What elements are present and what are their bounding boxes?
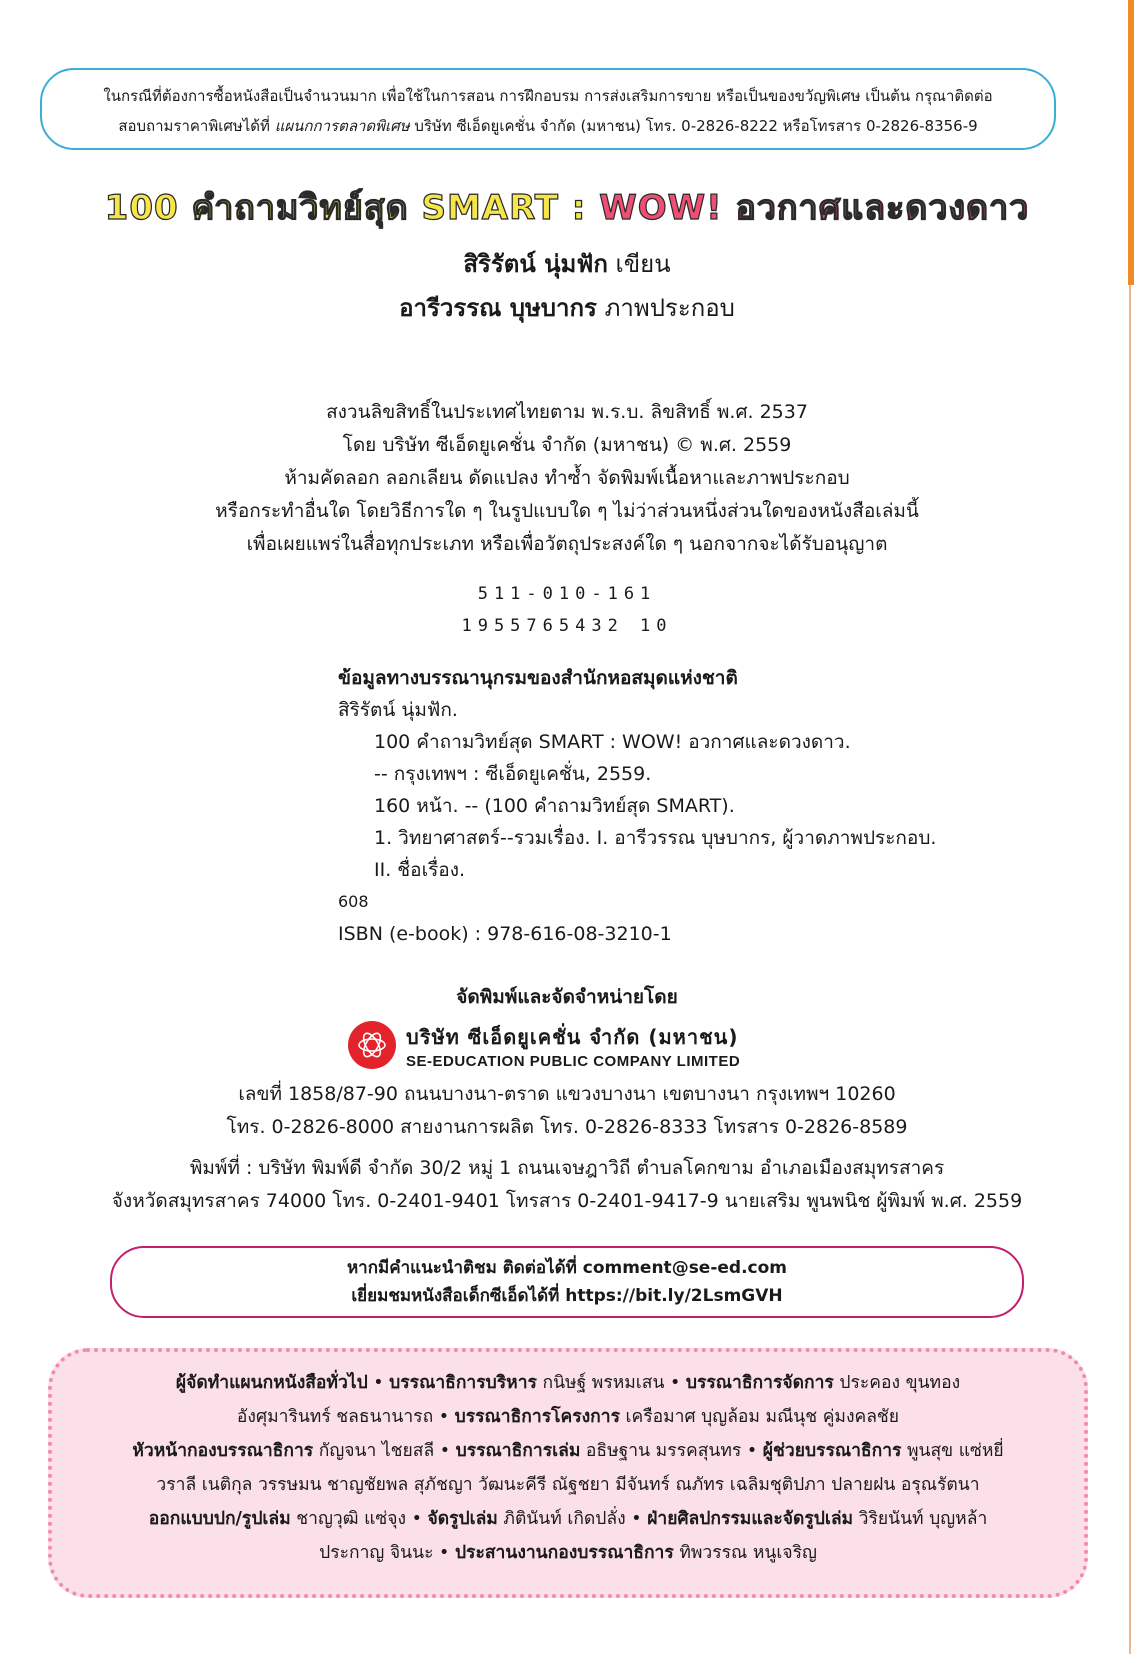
product-code: 511-010-161 xyxy=(477,584,657,604)
copyright-line: ห้ามคัดลอก ลอกเลียน ดัดแปลง ทำซ้ำ จัดพิมพ์เนื้อหาและภาพประกอบ xyxy=(284,467,850,489)
feedback-email-line: หากมีคำแนะนำติชม ติดต่อได้ที่ comment@se-ed.com xyxy=(346,1258,788,1278)
printer-info xyxy=(0,1152,1134,1218)
book-title-series: 100 คำถามวิทย์สุด SMART : xyxy=(104,188,600,228)
editorial-staff-box xyxy=(48,1348,1088,1598)
author-name: สิริรัตน์ นุ่มฟัก xyxy=(463,250,608,278)
copyright-line: หรือกระทำอื่นใด โดยวิธีการใด ๆ ในรูปแบบใด ๆ ไม่ว่าส่วนหนึ่งส่วนใดของหนังสือเล่มนี้ xyxy=(215,500,919,522)
illustrator-role: ภาพประกอบ xyxy=(596,294,735,322)
book-title-subtitle: WOW! อวกาศและดวงดาว xyxy=(599,188,1030,228)
notice-line-2: สอบถามราคาพิเศษได้ที่ แผนกการตลาดพิเศษ บริษัท ซีเอ็ดยูเคชั่น จำกัด (มหาชน) โทร. 0-2826-8222 หรือโทรสาร 0-2826-8356-9 xyxy=(118,117,978,135)
catalog-heading: ข้อมูลทางบรรณานุกรมของสำนักหอสมุดแห่งชาติ xyxy=(338,667,738,689)
special-marketing-dept: แผนกการตลาดพิเศษ xyxy=(274,117,410,135)
illustrator-credit xyxy=(0,288,1134,327)
staff-row: วราลี เนติกุล วรรษมน ชาญชัยพล สุภัชญา วัฒนะคีรี ณัฐชยา มีจันทร์ ณภัทร เฉลิมชุติปภา ปลายฝน อรุณรัตนา xyxy=(156,1475,980,1495)
author-role: เขียน xyxy=(607,250,671,278)
catalog-line: II. ชื่อเรื่อง. xyxy=(374,859,466,881)
website-link-line: เยี่ยมชมหนังสือเด็กซีเอ็ดได้ที่ https://bit.ly/2LsmGVH xyxy=(351,1286,783,1306)
page-edge-accent xyxy=(1128,0,1134,285)
copyright-notice xyxy=(0,396,1134,561)
staff-row: ผู้จัดทำแผนกหนังสือทั่วไป • บรรณาธิการบริหาร กนิษฐ์ พรหมเสน • บรรณาธิการจัดการ ประคอง ขุนทอง xyxy=(175,1373,961,1393)
print-run-code: 1955765432 10 xyxy=(461,616,673,636)
copyright-line: โดย บริษัท ซีเอ็ดยูเคชั่น จำกัด (มหาชน) © พ.ศ. 2559 xyxy=(342,434,792,456)
publisher-heading: จัดพิมพ์และจัดจำหน่ายโดย xyxy=(456,986,678,1008)
se-ed-logo-icon xyxy=(348,1021,396,1069)
printer-line: พิมพ์ที่ : บริษัท พิมพ์ดี จำกัด 30/2 หมู่ 1 ถนนเจษฎาวิถี ตำบลโคกขาม อำเภอเมืองสมุทรสาคร xyxy=(189,1157,945,1179)
catalog-line: 1. วิทยาศาสตร์--รวมเรื่อง. I. อารีวรรณ บุษบากร, ผู้วาดภาพประกอบ. xyxy=(374,827,937,849)
illustrator-name: อารีวรรณ บุษบากร xyxy=(399,294,597,322)
publisher-logo-block xyxy=(348,1018,740,1072)
catalog-line: 100 คำถามวิทย์สุด SMART : WOW! อวกาศและดวงดาว. xyxy=(374,731,851,753)
publisher-address xyxy=(0,1078,1134,1144)
publisher-name-english: SE-EDUCATION PUBLIC COMPANY LIMITED xyxy=(406,1052,741,1070)
staff-row: หัวหน้ากองบรรณาธิการ กัญจนา ไชยสลี • บรรณาธิการเล่ม อธิษฐาน มรรคสุนทร • ผู้ช่วยบรรณาธิการ พูนสุข แซ่หยี่ xyxy=(132,1441,1004,1461)
catalog-line: -- กรุงเทพฯ : ซีเอ็ดยูเคชั่น, 2559. xyxy=(374,763,652,785)
address-line: โทร. 0-2826-8000 สายงานการผลิต โทร. 0-2826-8333 โทรสาร 0-2826-8589 xyxy=(226,1116,908,1138)
catalog-isbn: ISBN (e-book) : 978-616-08-3210-1 xyxy=(338,923,672,945)
staff-row: ประกาญ จินนะ • ประสานงานกองบรรณาธิการ ทิพวรรณ หนูเจริญ xyxy=(319,1543,817,1563)
catalog-line: 160 หน้า. -- (100 คำถามวิทย์สุด SMART). xyxy=(374,795,735,817)
copyright-line: สงวนลิขสิทธิ์ในประเทศไทยตาม พ.ร.บ. ลิขสิทธิ์ พ.ศ. 2537 xyxy=(326,401,808,423)
publisher-name-thai: บริษัท ซีเอ็ดยูเคชั่น จำกัด (มหาชน) xyxy=(406,1024,739,1049)
printer-line: จังหวัดสมุทรสาคร 74000 โทร. 0-2401-9401 โทรสาร 0-2401-9417-9 นายเสริม พูนพนิช ผู้พิมพ์ พ.ศ. 2559 xyxy=(111,1190,1023,1212)
feedback-contact-box xyxy=(110,1246,1024,1318)
catalog-author: สิริรัตน์ นุ่มฟัก. xyxy=(338,699,458,721)
address-line: เลขที่ 1858/87-90 ถนนบางนา-ตราด แขวงบางนา เขตบางนา กรุงเทพฯ 10260 xyxy=(238,1083,896,1105)
bulk-order-notice xyxy=(40,68,1056,150)
book-title xyxy=(0,180,1134,234)
publisher-name xyxy=(406,1021,740,1070)
staff-row: อังศุมารินทร์ ชลธนานารถ • บรรณาธิการโครงการ เครือมาศ บุญล้อม มณีนุช คู่มงคลชัย xyxy=(236,1407,900,1427)
copyright-line: เพื่อเผยแพร่ในสื่อทุกประเภท หรือเพื่อวัตถุประสงค์ใด ๆ นอกจากจะได้รับอนุญาต xyxy=(246,533,888,555)
notice-line-1: ในกรณีที่ต้องการซื้อหนังสือเป็นจำนวนมาก เพื่อใช้ในการสอน การฝึกอบรม การส่งเสริมการขาย หรือเป็นของขวัญพิเศษ เป็นต้น กรุณาติดต่อ xyxy=(103,87,993,105)
catalog-class-number: 608 xyxy=(338,892,369,911)
cataloging-data xyxy=(338,662,1098,950)
author-credit xyxy=(0,244,1134,283)
staff-row: ออกแบบปก/รูปเล่ม ชาญวุฒิ แซ่จุง • จัดรูปเล่ม ภิตินันท์ เกิดปลั่ง • ฝ่ายศิลปกรรมและจัดรูปเล่ม วิริยนันท์ บุญหล้า xyxy=(148,1509,988,1529)
